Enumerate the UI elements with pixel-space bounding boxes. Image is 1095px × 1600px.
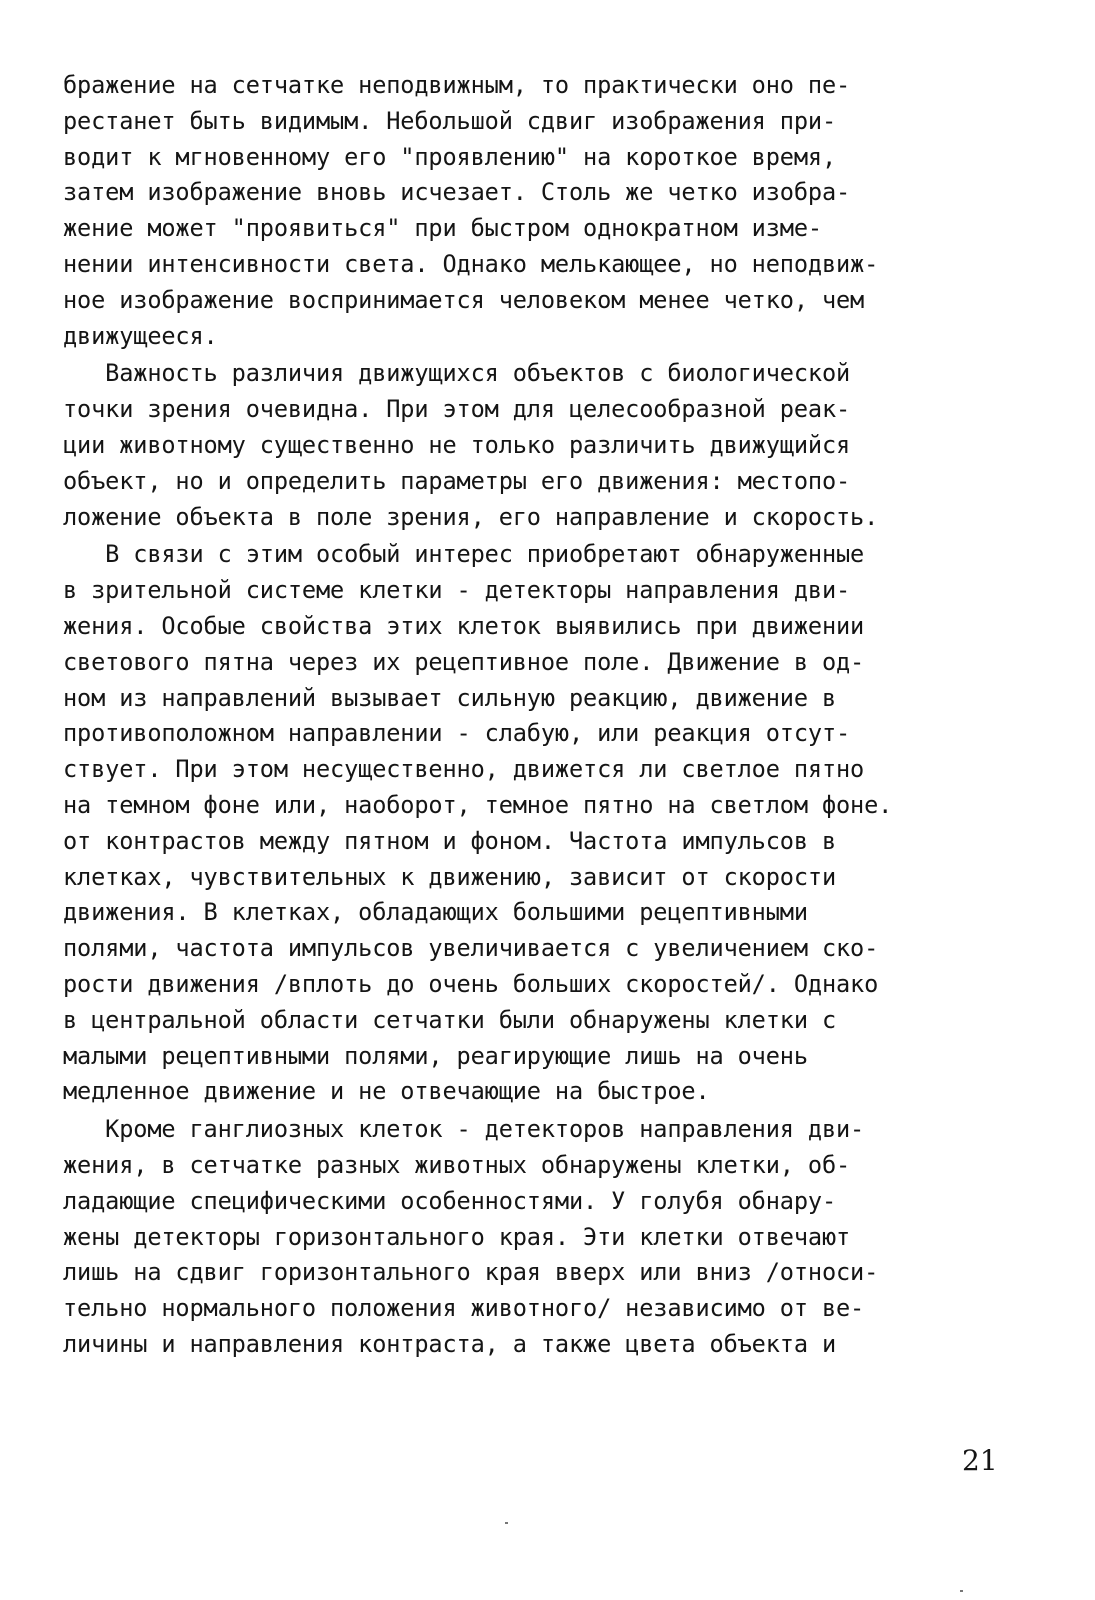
text-line: ствует. При этом несущественно, движется ли светлое пятно (63, 755, 865, 784)
text-line: рости движения /вплоть до очень больших скоростей/. Однако (63, 969, 879, 998)
scan-speck (960, 1590, 963, 1592)
text-line: клетках, чувствительных к движению, зависит от скорости (63, 862, 837, 891)
text-line: рестанет быть видимым. Небольшой сдвиг изображения при- (63, 106, 837, 135)
scan-speck (505, 1522, 508, 1524)
text-line: жения, в сетчатке разных животных обнаружены клетки, об- (63, 1150, 851, 1179)
text-line: в зрительной системе клетки - детекторы направления дви- (63, 576, 851, 605)
text-line: на темном фоне или, наоборот, темное пятно на светлом фоне. (63, 790, 893, 819)
text-line: ложение объекта в поле зрения, его направление и скорость. (63, 502, 879, 531)
text-line: движущееся. (63, 321, 218, 350)
text-line: лишь на сдвиг горизонтального края вверх или вниз /относи- (63, 1258, 879, 1287)
paragraph-3 (63, 537, 1033, 1110)
text-line: медленное движение и не отвечающие на быстрое. (63, 1077, 710, 1106)
text-line: водит к мгновенному его "проявлению" на короткое время, (63, 142, 837, 171)
text-line: жение может "проявиться" при быстром однократном изме- (63, 214, 822, 243)
text-line: Важность различия движущихся объектов с биологической (63, 359, 851, 388)
text-line: малыми рецептивными полями, реагирующие лишь на очень (63, 1041, 808, 1070)
text-line: жения. Особые свойства этих клеток выявились при движении (63, 611, 865, 640)
text-line: точки зрения очевидна. При этом для целесообразной реак- (63, 395, 851, 424)
text-line: ладающие специфическими особенностями. У голубя обнару- (63, 1186, 837, 1215)
text-line: бражение на сетчатке неподвижным, то практически оно пе- (63, 71, 851, 99)
text-line: Кроме ганглиозных клеток - детекторов направления дви- (63, 1115, 865, 1144)
text-line: полями, частота импульсов увеличивается с увеличением ско- (63, 934, 879, 963)
text-line: личины и направления контраста, а также цвета объекта и (63, 1329, 837, 1358)
text-line: затем изображение вновь исчезает. Столь же четко изобра- (63, 178, 851, 207)
text-line: ции животному существенно не только различить движущийся (63, 430, 851, 459)
body-text (63, 68, 1033, 1363)
text-line: от контрастов между пятном и фоном. Частота импульсов в (63, 826, 837, 855)
text-line: объект, но и определить параметры его движения: местопо- (63, 466, 851, 495)
paragraph-1 (63, 68, 1033, 354)
page-number: 21 (962, 1444, 998, 1477)
text-line: В связи с этим особый интерес приобретают обнаруженные (63, 540, 865, 569)
text-line: в центральной области сетчатки были обнаружены клетки с (63, 1005, 837, 1034)
text-line: жены детекторы горизонтального края. Эти клетки отвечают (63, 1222, 851, 1251)
paragraph-4 (63, 1112, 1033, 1363)
text-line: ном из направлений вызывает сильную реакцию, движение в (63, 683, 837, 712)
text-line: нении интенсивности света. Однако мелькающее, но неподвиж- (63, 249, 879, 278)
text-line: тельно нормального положения животного/ независимо от ве- (63, 1294, 865, 1323)
text-line: светового пятна через их рецептивное поле. Движение в од- (63, 647, 865, 676)
text-line: ное изображение воспринимается человеком менее четко, чем (63, 285, 865, 314)
text-line: противоположном направлении - слабую, или реакция отсут- (63, 719, 851, 748)
text-line: движения. В клетках, обладающих большими рецептивными (63, 898, 808, 927)
paragraph-2 (63, 356, 1033, 535)
